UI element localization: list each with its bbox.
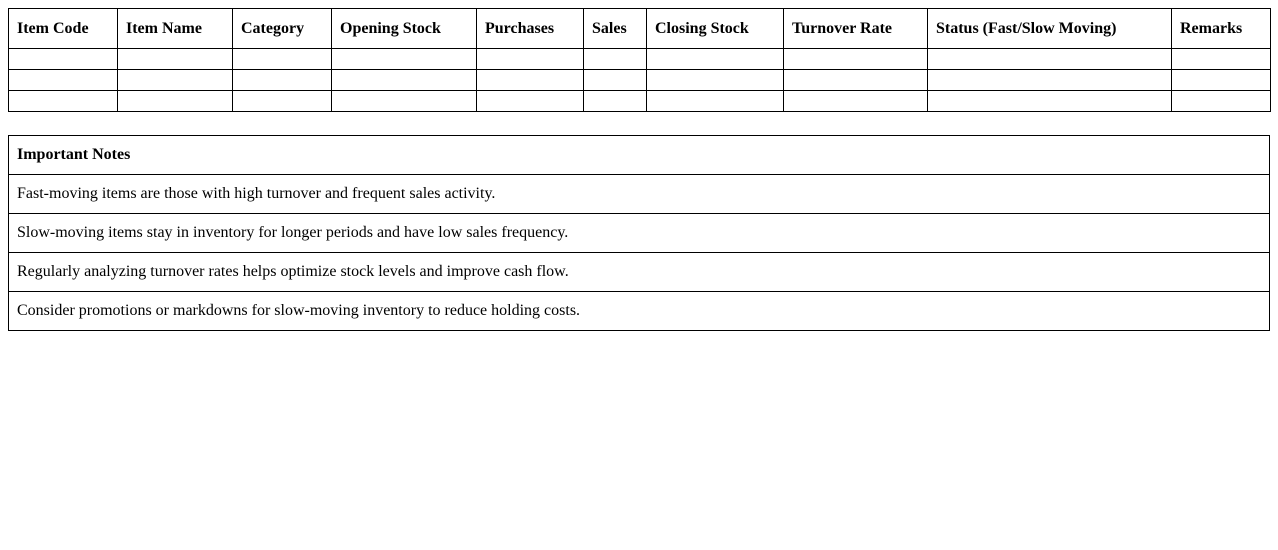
- header-item-code: Item Code: [9, 9, 118, 49]
- table-cell: [784, 70, 928, 91]
- table-cell: [1172, 70, 1271, 91]
- header-sales: Sales: [584, 9, 647, 49]
- header-item-name: Item Name: [118, 9, 233, 49]
- header-closing-stock: Closing Stock: [647, 9, 784, 49]
- table-cell: [928, 70, 1172, 91]
- header-remarks: Remarks: [1172, 9, 1271, 49]
- notes-header-row: [9, 136, 1270, 175]
- header-category: Category: [233, 9, 332, 49]
- table-row: [9, 70, 1271, 91]
- list-item: [9, 253, 1270, 292]
- table-row: [9, 91, 1271, 112]
- table-row: [9, 49, 1271, 70]
- table-cell: [1172, 91, 1271, 112]
- notes-title: Important Notes: [9, 136, 1270, 175]
- note-text: Regularly analyzing turnover rates helps optimize stock levels and improve cash flow.: [9, 253, 1270, 292]
- table-cell: [928, 49, 1172, 70]
- table-cell: [233, 49, 332, 70]
- note-text: Fast-moving items are those with high turnover and frequent sales activity.: [9, 175, 1270, 214]
- note-text: Slow-moving items stay in inventory for longer periods and have low sales frequency.: [9, 214, 1270, 253]
- table-cell: [928, 91, 1172, 112]
- header-purchases: Purchases: [477, 9, 584, 49]
- table-cell: [477, 49, 584, 70]
- header-turnover-rate: Turnover Rate: [784, 9, 928, 49]
- list-item: [9, 175, 1270, 214]
- note-text: Consider promotions or markdowns for slow-moving inventory to reduce holding costs.: [9, 292, 1270, 331]
- table-cell: [332, 49, 477, 70]
- table-cell: [647, 49, 784, 70]
- table-cell: [118, 49, 233, 70]
- table-cell: [647, 91, 784, 112]
- list-item: [9, 292, 1270, 331]
- table-cell: [9, 70, 118, 91]
- inventory-table: [8, 8, 1271, 112]
- table-cell: [584, 91, 647, 112]
- table-cell: [477, 91, 584, 112]
- table-cell: [647, 70, 784, 91]
- table-cell: [233, 91, 332, 112]
- table-cell: [584, 49, 647, 70]
- table-header-row: [9, 9, 1271, 49]
- table-cell: [118, 70, 233, 91]
- table-cell: [784, 49, 928, 70]
- notes-table: [8, 135, 1270, 331]
- table-cell: [784, 91, 928, 112]
- table-cell: [118, 91, 233, 112]
- table-cell: [233, 70, 332, 91]
- header-status: Status (Fast/Slow Moving): [928, 9, 1172, 49]
- table-cell: [584, 70, 647, 91]
- table-cell: [9, 91, 118, 112]
- table-cell: [477, 70, 584, 91]
- table-cell: [332, 91, 477, 112]
- table-cell: [9, 49, 118, 70]
- header-opening-stock: Opening Stock: [332, 9, 477, 49]
- list-item: [9, 214, 1270, 253]
- table-cell: [1172, 49, 1271, 70]
- table-cell: [332, 70, 477, 91]
